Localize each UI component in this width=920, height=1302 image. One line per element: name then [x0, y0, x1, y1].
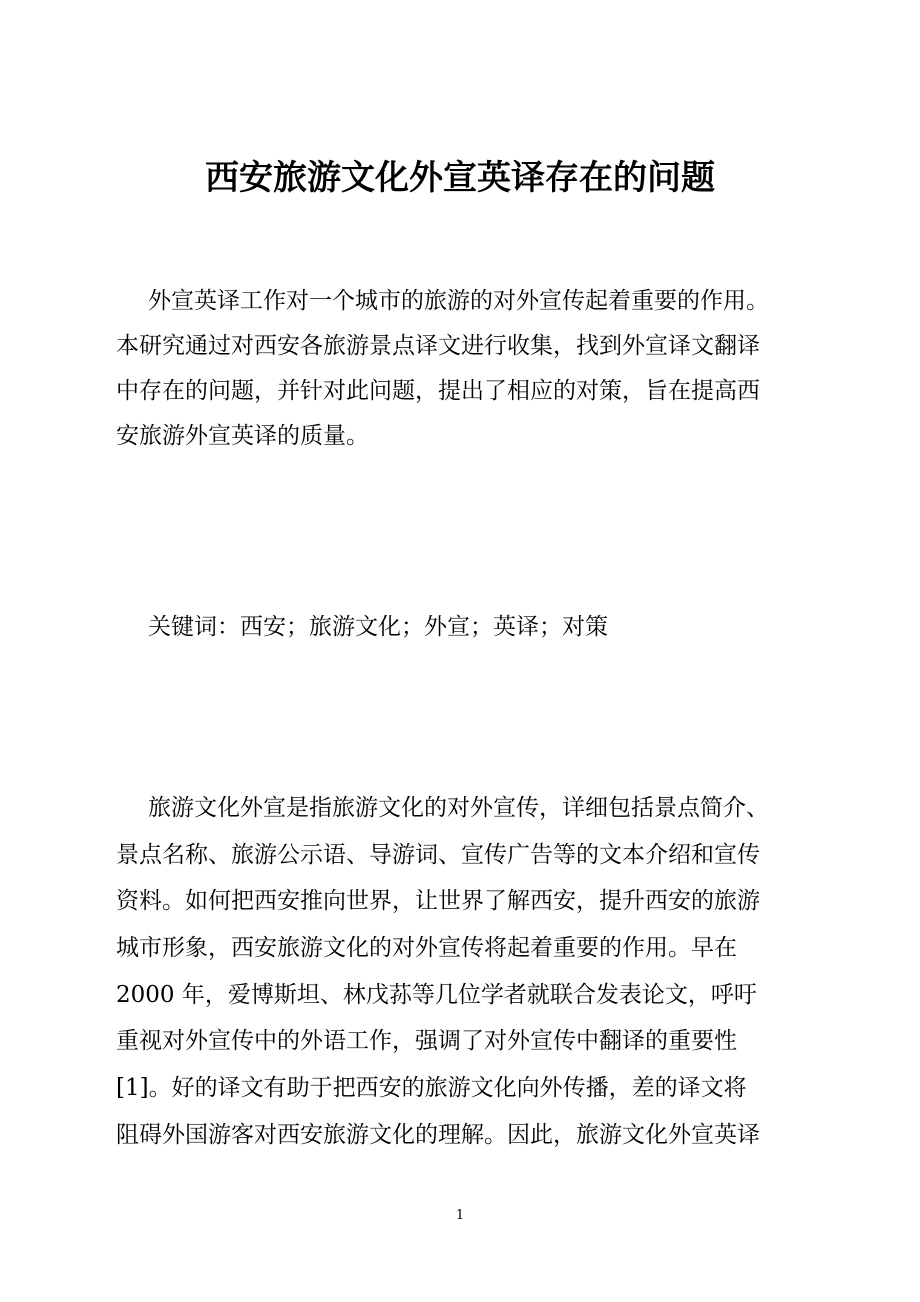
body-line: 阻碍外国游客对西安旅游文化的理解。因此，旅游文化外宣英译: [116, 1122, 760, 1148]
body-line: [1]。好的译文有助于把西安的旅游文化向外传播，差的译文将: [116, 1075, 747, 1101]
document-title: 西安旅游文化外宣英译存在的问题: [205, 158, 715, 198]
body-line: 资料。如何把西安推向世界，让世界了解西安，提升西安的旅游: [116, 888, 760, 914]
abstract-line: 外宣英译工作对一个城市的旅游的对外宣传起着重要的作用。: [148, 288, 769, 314]
abstract-line: 本研究通过对西安各旅游景点译文进行收集，找到外宣译文翻译: [116, 333, 760, 359]
abstract-line: 安旅游外宣英译的质量。: [116, 423, 369, 449]
body-line: 2000 年，爱博斯坦、林戊荪等几位学者就联合发表论文，呼吁: [116, 982, 757, 1008]
body-line: 城市形象，西安旅游文化的对外宣传将起着重要的作用。早在: [116, 935, 737, 961]
abstract-line: 中存在的问题，并针对此问题，提出了相应的对策，旨在提高西: [116, 378, 760, 404]
body-line: 重视对外宣传中的外语工作，强调了对外宣传中翻译的重要性: [116, 1028, 737, 1054]
body-line: 景点名称、旅游公示语、导游词、宣传广告等的文本介绍和宣传: [116, 842, 760, 868]
keywords: 关键词：西安；旅游文化；外宣；英译；对策: [148, 614, 608, 640]
page-number: 1: [455, 1208, 465, 1223]
body-line: 旅游文化外宣是指旅游文化的对外宣传，详细包括景点简介、: [148, 795, 769, 821]
